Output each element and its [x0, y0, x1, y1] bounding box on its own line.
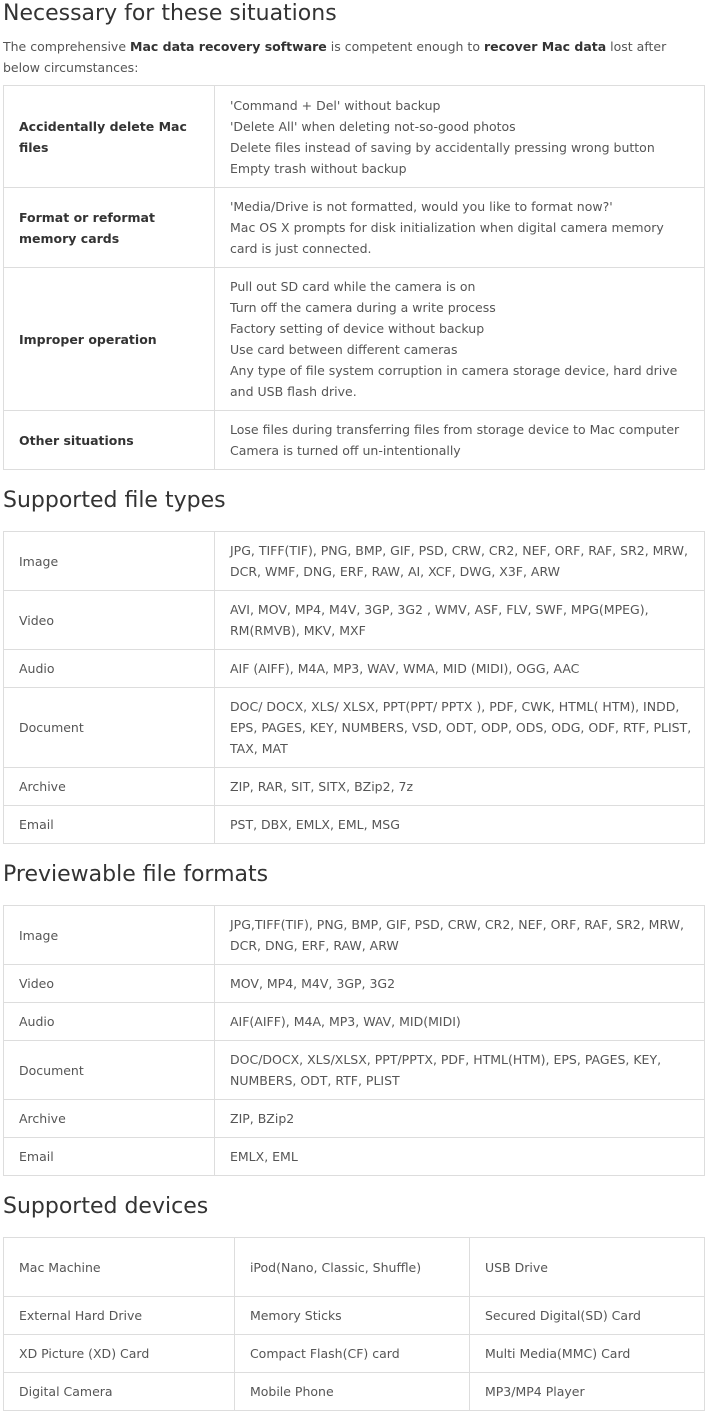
- situation-line: 'Media/Drive is not formatted, would you like to format now?': [230, 199, 613, 214]
- table-row: [4, 650, 705, 688]
- device-cell: MP3/MP4 Player: [469, 1373, 704, 1411]
- table-row: [4, 1041, 705, 1100]
- section-title-file-types: Supported file types: [3, 487, 226, 513]
- preview-type-key: Audio: [4, 1003, 215, 1041]
- table-row: [4, 1335, 705, 1373]
- situation-line: 'Delete All' when deleting not-so-good photos: [230, 118, 516, 134]
- table-row: [4, 1297, 705, 1335]
- table-row: [4, 1100, 705, 1138]
- file-type-key: Archive: [4, 768, 215, 806]
- preview-type-value: ZIP, BZip2: [215, 1100, 705, 1138]
- situations-table: [3, 85, 705, 470]
- table-row: [4, 906, 705, 965]
- device-cell: iPod(Nano, Classic, Shuffle): [234, 1238, 469, 1297]
- intro-text-1: The comprehensive: [3, 39, 130, 54]
- device-cell: Digital Camera: [4, 1373, 235, 1411]
- device-cell: Mac Machine: [4, 1238, 235, 1297]
- table-row: [4, 268, 705, 411]
- situation-line: Lose files during transferring files from storage device to Mac computer: [230, 422, 680, 437]
- situation-line: Camera is turned off un-intentionally: [230, 443, 461, 458]
- table-row: [4, 86, 705, 188]
- file-type-value: ZIP, RAR, SIT, SITX, BZip2, 7z: [215, 768, 705, 806]
- intro-bold-1: Mac data recovery software: [130, 39, 327, 54]
- situation-key: Format or reformat memory cards: [4, 188, 215, 268]
- situation-line: Empty trash without backup: [230, 160, 407, 176]
- section-header: [3, 844, 705, 905]
- file-type-key: Image: [4, 532, 215, 591]
- preview-type-value: DOC/DOCX, XLS/XLSX, PPT/PPTX, PDF, HTML(HTM), EPS, PAGES, KEY, NUMBERS, ODT, RTF, PLIST: [215, 1041, 705, 1100]
- situation-line: Use card between different cameras: [230, 342, 458, 357]
- situation-line: Mac OS X prompts for disk initialization when digital camera memory card is just connected.: [230, 220, 664, 256]
- file-types-table: [3, 531, 705, 844]
- situation-line: Any type of file system corruption in camera storage device, hard drive and USB flash drive.: [230, 363, 678, 399]
- device-cell: USB Drive: [469, 1238, 704, 1297]
- situation-line: Pull out SD card while the camera is on: [230, 279, 476, 294]
- table-row: [4, 188, 705, 268]
- preview-type-key: Document: [4, 1041, 215, 1100]
- situation-line: Factory setting of device without backup: [230, 321, 485, 336]
- situation-key: Other situations: [4, 411, 215, 470]
- preview-type-value: JPG,TIFF(TIF), PNG, BMP, GIF, PSD, CRW, CR2, NEF, ORF, RAF, SR2, MRW, DCR, DNG, ERF, RAW, ARW: [215, 906, 705, 965]
- device-cell: Compact Flash(CF) card: [234, 1335, 469, 1373]
- situation-details: [215, 86, 705, 188]
- situation-line: 'Command + Del' without backup: [230, 97, 441, 113]
- intro-text-3: lost after below circumstances:: [3, 39, 667, 75]
- table-row: [4, 965, 705, 1003]
- table-row: [4, 806, 705, 844]
- section-header: [3, 1176, 705, 1237]
- table-row: [4, 591, 705, 650]
- preview-type-key: Email: [4, 1138, 215, 1176]
- table-row: [4, 1238, 705, 1297]
- file-type-key: Video: [4, 591, 215, 650]
- preview-type-key: Image: [4, 906, 215, 965]
- situation-details: [215, 268, 705, 411]
- situation-line: Turn off the camera during a write process: [230, 300, 496, 315]
- intro-paragraph: [3, 36, 705, 85]
- device-cell: Secured Digital(SD) Card: [469, 1297, 704, 1335]
- table-row: [4, 532, 705, 591]
- preview-type-value: EMLX, EML: [215, 1138, 705, 1176]
- device-cell: Mobile Phone: [234, 1373, 469, 1411]
- previewable-table: [3, 905, 705, 1176]
- file-type-value: JPG, TIFF(TIF), PNG, BMP, GIF, PSD, CRW, CR2, NEF, ORF, RAF, SR2, MRW, DCR, WMF, DNG, ERF, RAW, AI, XCF, DWG, X3F, ARW: [215, 532, 705, 591]
- file-type-key: Email: [4, 806, 215, 844]
- table-row: [4, 1003, 705, 1041]
- file-type-value: AVI, MOV, MP4, M4V, 3GP, 3G2 , WMV, ASF, FLV, SWF, MPG(MPEG), RM(RMVB), MKV, MXF: [215, 591, 705, 650]
- device-cell: External Hard Drive: [4, 1297, 235, 1335]
- situation-key: Accidentally delete Mac files: [4, 86, 215, 188]
- intro-text-2: is competent enough to: [326, 39, 484, 54]
- section-title-devices: Supported devices: [3, 1193, 209, 1219]
- devices-table: [3, 1237, 705, 1411]
- section-header: [3, 470, 705, 531]
- preview-type-value: MOV, MP4, M4V, 3GP, 3G2: [215, 965, 705, 1003]
- device-cell: Memory Sticks: [234, 1297, 469, 1335]
- situation-line: Delete files instead of saving by accidentally pressing wrong button: [230, 139, 655, 155]
- situation-details: [215, 188, 705, 268]
- table-row: [4, 1138, 705, 1176]
- device-cell: Multi Media(MMC) Card: [469, 1335, 704, 1373]
- situation-details: [215, 411, 705, 470]
- preview-type-value: AIF(AIFF), M4A, MP3, WAV, MID(MIDI): [215, 1003, 705, 1041]
- device-cell: XD Picture (XD) Card: [4, 1335, 235, 1373]
- preview-type-key: Archive: [4, 1100, 215, 1138]
- file-type-value: DOC/ DOCX, XLS/ XLSX, PPT(PPT/ PPTX ), PDF, CWK, HTML( HTM), INDD, EPS, PAGES, KEY, NUMBERS, VSD, ODT, ODP, ODS, ODG, ODF, RTF, PLIST, TAX, MAT: [215, 688, 705, 768]
- table-row: [4, 411, 705, 470]
- preview-type-key: Video: [4, 965, 215, 1003]
- file-type-value: AIF (AIFF), M4A, MP3, WAV, WMA, MID (MIDI), OGG, AAC: [215, 650, 705, 688]
- intro-bold-2: recover Mac data: [483, 39, 607, 54]
- table-row: [4, 1373, 705, 1411]
- section-title-previewable: Previewable file formats: [3, 861, 269, 887]
- situation-key: Improper operation: [4, 268, 215, 411]
- table-row: [4, 688, 705, 768]
- section-title-situations: Necessary for these situations: [3, 1, 337, 26]
- file-type-key: Audio: [4, 650, 215, 688]
- file-type-key: Document: [4, 688, 215, 768]
- table-row: [4, 768, 705, 806]
- file-type-value: PST, DBX, EMLX, EML, MSG: [215, 806, 705, 844]
